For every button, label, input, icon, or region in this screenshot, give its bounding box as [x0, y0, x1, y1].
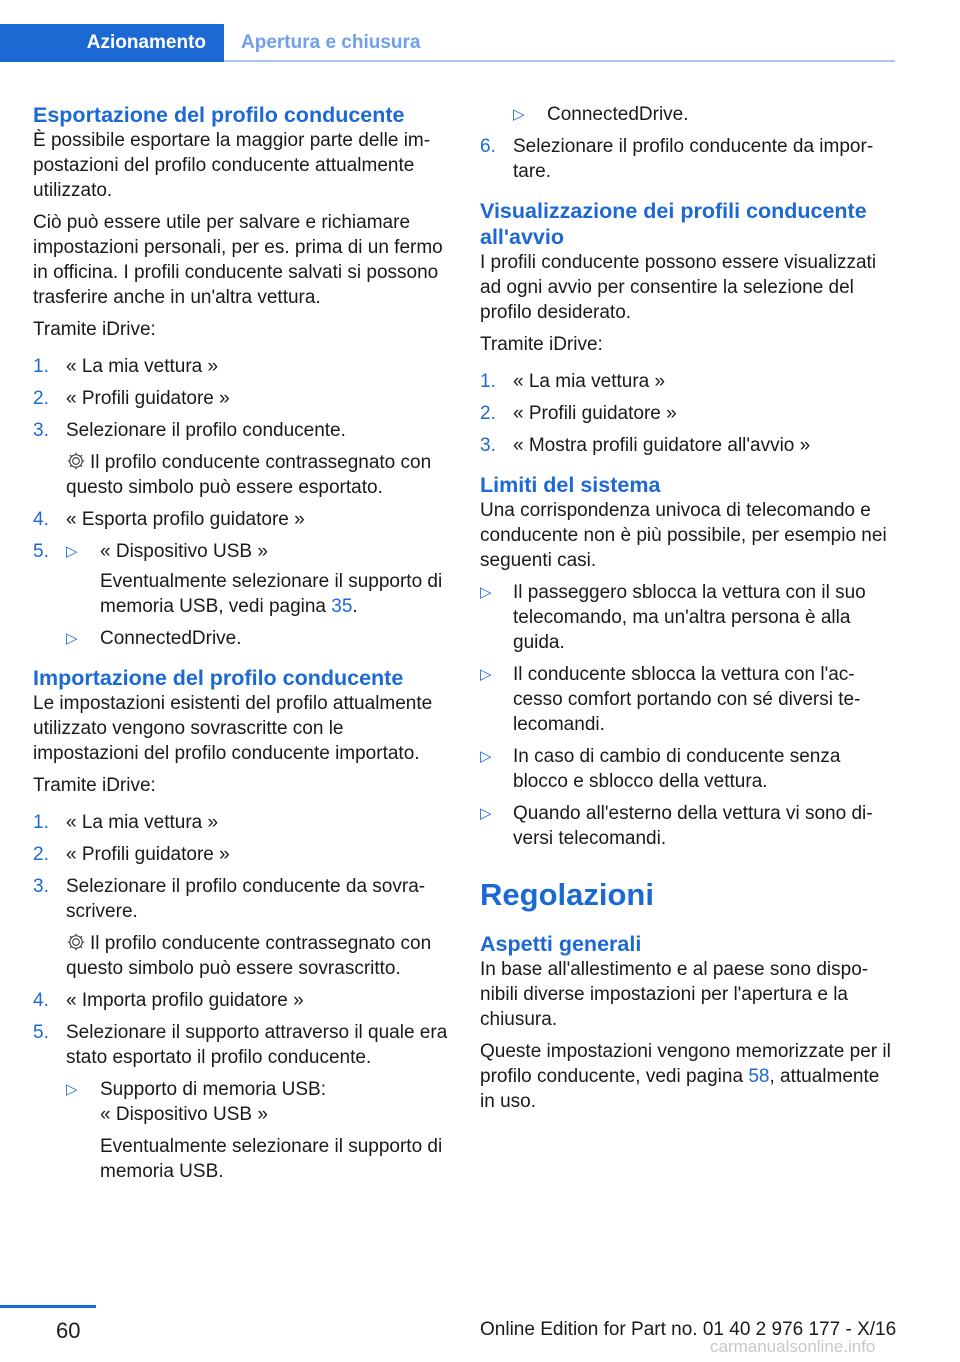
sub-item: [66, 626, 449, 651]
gear-icon: [66, 451, 86, 471]
step-number: 5.: [33, 1022, 49, 1043]
import-step: [480, 134, 896, 184]
limits-item: [480, 801, 896, 851]
limits-item: [480, 662, 896, 737]
display-step: [480, 401, 896, 426]
display-heading: Visualizzazione dei profili conducente all'avvio: [480, 199, 867, 249]
step-number: 1.: [33, 356, 49, 377]
step-number: 2.: [33, 388, 49, 409]
triangle-right-icon: ▷: [513, 106, 525, 123]
step-number: 3.: [33, 876, 49, 897]
import-paragraph-1: Le impostazioni esistenti del profilo attualmente utilizzato vengono sovrascritte con le impostazioni del profilo conducente importato.: [33, 693, 433, 764]
display-step: [480, 369, 896, 394]
limits-item: [480, 580, 896, 655]
export-step: [33, 507, 449, 532]
step-text: « Profili guidatore »: [66, 388, 230, 409]
sub-item: [513, 102, 896, 127]
general-paragraph-2: [480, 1039, 896, 1114]
export-step: [33, 386, 449, 411]
step-number: 1.: [480, 371, 496, 392]
step-text: « La mia vettura »: [66, 812, 219, 833]
step-number: 2.: [33, 844, 49, 865]
import-step: [33, 1020, 449, 1070]
step-text: « Profili guidatore »: [513, 403, 677, 424]
gear-icon: [66, 932, 86, 952]
note-text: Il profilo conducente contrassegnato con questo simbolo può essere esportato.: [66, 452, 432, 498]
limits-heading: Limiti del sistema: [480, 473, 661, 497]
sub-text: ConnectedDrive.: [100, 628, 242, 649]
item-text: In caso di cambio di conducente senza blocco e sblocco della vettura.: [513, 746, 841, 792]
display-paragraph-1: I profili conducente possono essere visualizzati ad ogni avvio per consentire la selezione del profilo desiderato.: [480, 252, 877, 323]
watermark: carmanualsonline.info: [710, 1337, 876, 1356]
display-via: Tramite iDrive:: [480, 334, 603, 355]
triangle-right-icon: ▷: [66, 1081, 78, 1098]
import-via: Tramite iDrive:: [33, 775, 156, 796]
step-text: Selezionare il profilo conducente.: [66, 420, 346, 441]
export-paragraph-2: Ciò può essere utile per salvare e richiamare impostazioni personali, per es. prima di un fermo in officina. I profili conducente salvati si possono trasferire anche in un'altra vettura.: [33, 212, 443, 308]
tab-azionamento[interactable]: Azionamento: [0, 24, 224, 62]
note-prefix: Eventualmente selezionare il supporto di memoria USB, vedi pagina: [100, 571, 443, 617]
step-text: « Mostra profili guidatore all'avvio »: [513, 435, 811, 456]
limits-item: [480, 744, 896, 794]
sub-text: ConnectedDrive.: [547, 104, 689, 125]
step-text: « La mia vettura »: [66, 356, 219, 377]
step-number: 1.: [33, 812, 49, 833]
item-text: Il passeggero sblocca la vettura con il suo telecomando, ma un'altra persona è alla guida.: [513, 582, 866, 653]
triangle-right-icon: ▷: [480, 748, 492, 765]
paragraph-prefix: Queste impostazioni vengono memorizzate per il profilo conducente, vedi pagina: [480, 1041, 891, 1087]
regolazioni-heading: Regolazioni: [480, 877, 654, 912]
triangle-right-icon: ▷: [480, 666, 492, 683]
import-step: [33, 810, 449, 835]
step-text: « Profili guidatore »: [66, 844, 230, 865]
export-step: [33, 354, 449, 379]
step-text: « La mia vettura »: [513, 371, 666, 392]
export-step: [33, 418, 449, 443]
triangle-right-icon: ▷: [480, 805, 492, 822]
paragraph-suffix: , attualmente in uso.: [480, 1066, 880, 1112]
import-step: [33, 988, 449, 1013]
step-number: 4.: [33, 990, 49, 1011]
general-paragraph-1: In base all'allestimento e al paese sono disponibili diverse impostazioni per l'apertura e la chiusura.: [480, 959, 869, 1030]
step-text: « Esporta profilo guidatore »: [66, 509, 305, 530]
step-text: « Dispositivo USB »: [100, 541, 268, 562]
sub-text: « Dispositivo USB »: [100, 1104, 268, 1125]
export-step: [33, 539, 449, 564]
page-link-58[interactable]: 58: [748, 1066, 770, 1087]
note-text: Il profilo conducente contrassegnato con questo simbolo può essere sovrascritto.: [66, 933, 432, 979]
step-number: 5.: [33, 541, 49, 562]
import-step: [33, 874, 449, 924]
page-link-35[interactable]: 35: [331, 596, 353, 617]
footer-rule: [0, 1305, 96, 1308]
step-number: 3.: [33, 420, 49, 441]
note-text: Eventualmente selezionare il supporto di memoria USB.: [100, 1136, 443, 1182]
step-text: Selezionare il profilo conducente da importare.: [513, 136, 874, 182]
step-number: 4.: [33, 509, 49, 530]
triangle-right-icon: ▷: [66, 630, 78, 647]
item-text: Quando all'esterno della vettura vi sono diversi telecomandi.: [513, 803, 873, 849]
step-number: 2.: [480, 403, 496, 424]
display-step: [480, 433, 896, 458]
step-number: 3.: [480, 435, 496, 456]
item-text: Il conducente sblocca la vettura con l'accesso comfort portando con sé diversi telecomandi.: [513, 664, 861, 735]
import-step-note: [33, 931, 449, 981]
import-step: [33, 842, 449, 867]
limits-paragraph-1: Una corrispondenza univoca di telecomando e conducente non è più possibile, per esempio nei seguenti casi.: [480, 500, 887, 571]
sub-item-note: [66, 1134, 449, 1184]
export-via: Tramite iDrive:: [33, 319, 156, 340]
tab-apertura-chiusura[interactable]: Apertura e chiusura: [241, 32, 421, 53]
step-text: Selezionare il profilo conducente da sovrascrivere.: [66, 876, 426, 922]
triangle-right-icon: ▷: [66, 543, 78, 560]
right-column: [480, 102, 896, 1121]
header-tabs: [0, 24, 895, 62]
note-suffix: .: [352, 596, 358, 617]
edition-text: Online Edition for Part no. 01 40 2 976 177 - X/16: [480, 1319, 897, 1340]
sub-text: Supporto di memoria USB:: [100, 1079, 326, 1100]
left-column: [33, 102, 449, 1191]
sub-item: [66, 539, 449, 564]
tab-divider: [224, 60, 895, 62]
export-step-note: [33, 450, 449, 500]
page-number: 60: [56, 1318, 81, 1343]
triangle-right-icon: ▷: [480, 584, 492, 601]
general-heading: Aspetti generali: [480, 932, 642, 956]
export-heading: Esportazione del profilo conducente: [33, 103, 405, 127]
sub-item: [66, 1077, 449, 1127]
import-heading: Importazione del profilo conducente: [33, 666, 404, 690]
sub-item-note: [66, 569, 449, 619]
export-paragraph-1: È possibile esportare la maggior parte delle impostazioni del profilo conducente attualmente utilizzato.: [33, 130, 431, 201]
step-text: « Importa profilo guidatore »: [66, 990, 304, 1011]
step-text: Selezionare il supporto attraverso il quale era stato esportato il profilo conducente.: [66, 1022, 448, 1068]
step-number: 6.: [480, 136, 496, 157]
